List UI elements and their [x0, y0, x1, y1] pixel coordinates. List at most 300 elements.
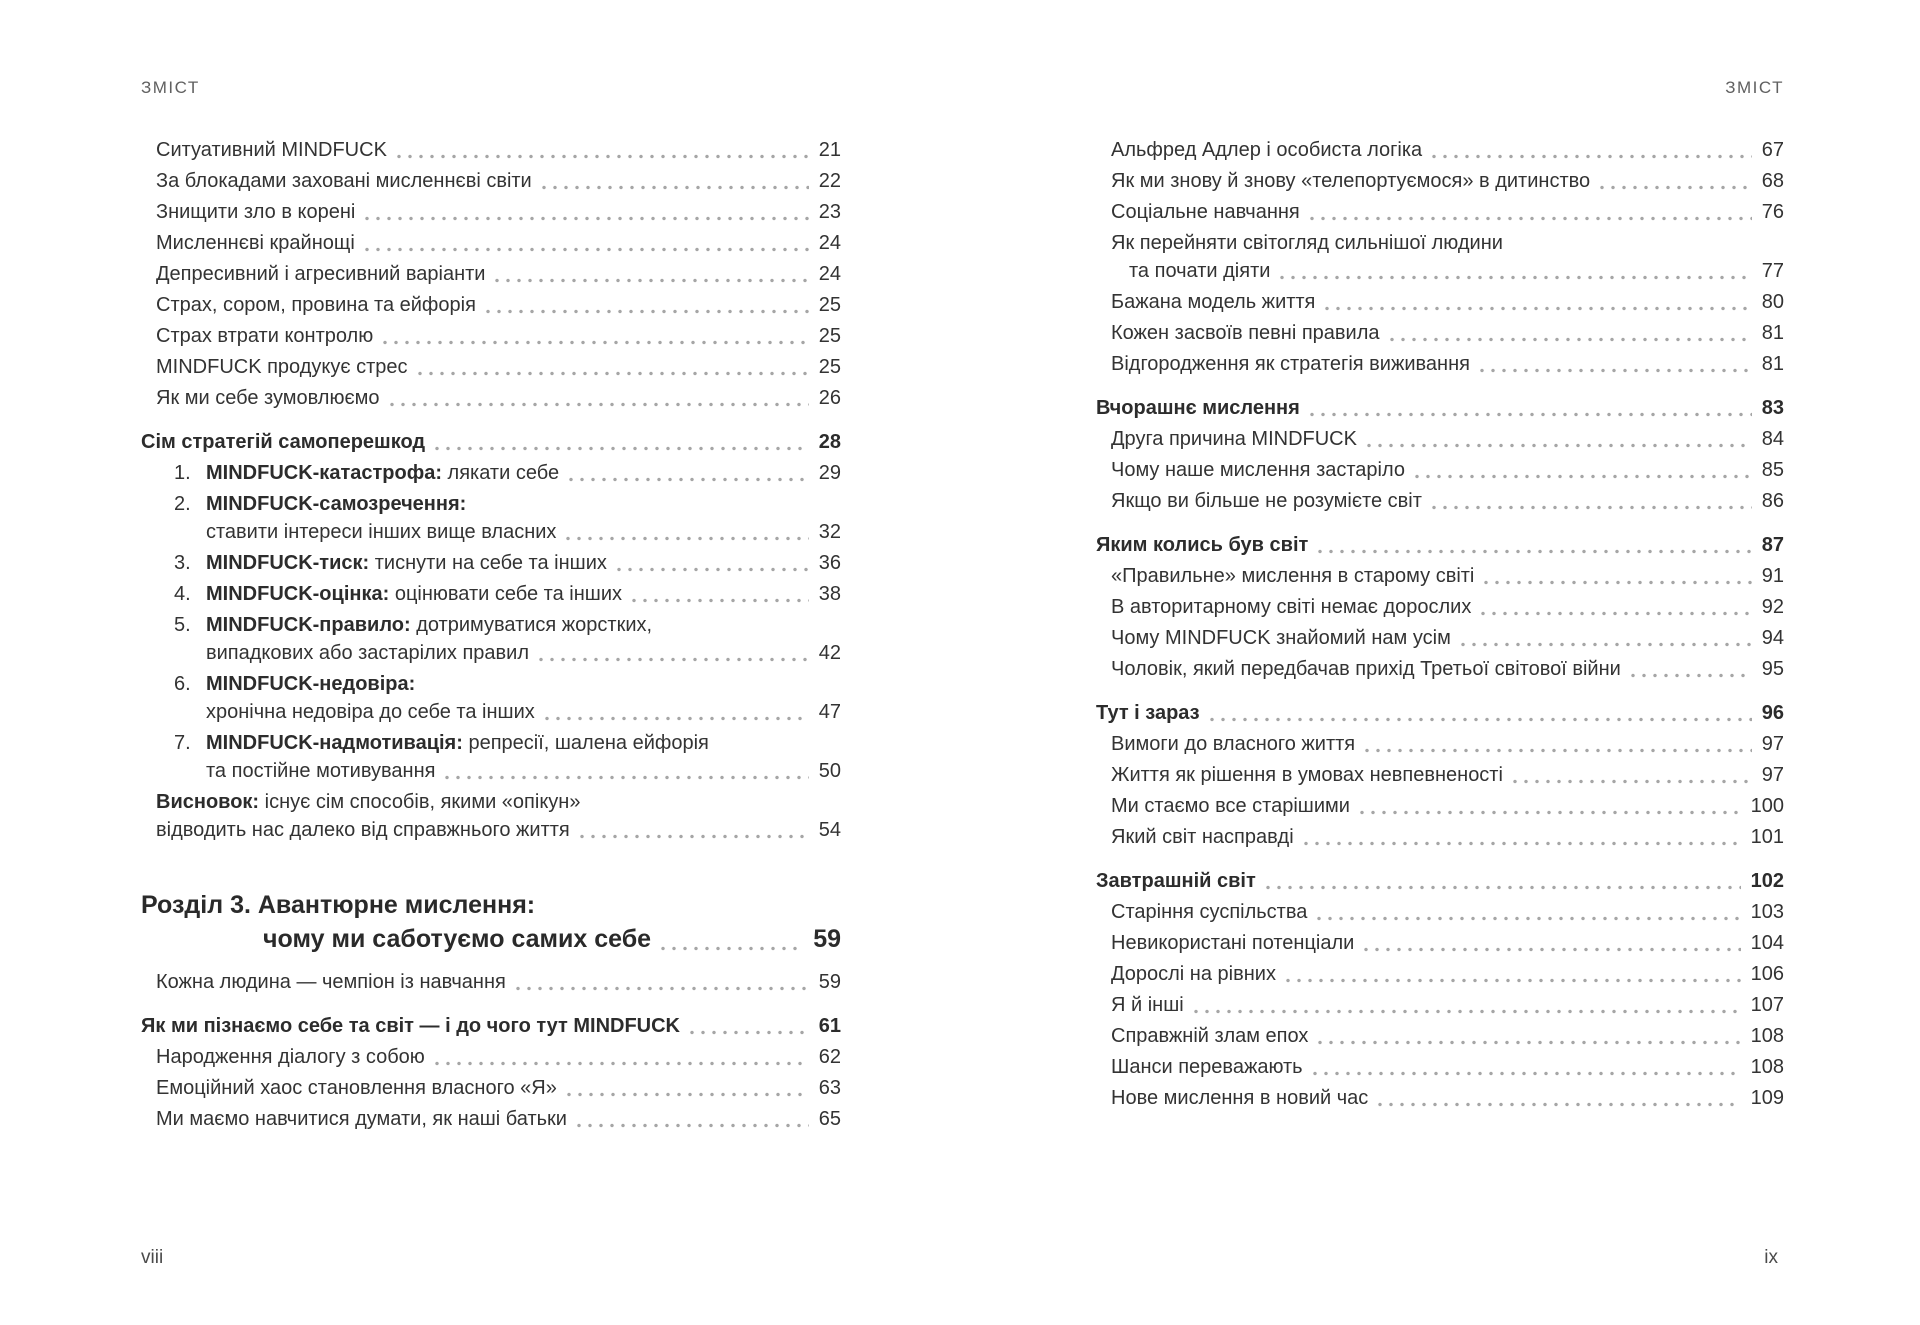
toc-entry	[141, 968, 841, 996]
toc-entry	[141, 291, 841, 319]
entry-text: чому ми саботуємо самих себе	[263, 925, 652, 953]
entry-text-bold: MINDFUCK-недовіра:	[206, 673, 416, 695]
entry-page-number: 59	[818, 971, 841, 993]
entry-number: 6.	[174, 673, 191, 695]
toc-entry-line	[1111, 198, 1784, 226]
dot-leader	[1432, 505, 1752, 510]
entry-text: Альфред Адлер і особиста логіка	[1111, 139, 1423, 161]
entry-text: випадкових або застарілих правил	[206, 642, 529, 664]
dot-leader	[1304, 841, 1741, 846]
toc-entry	[141, 670, 841, 726]
toc-entry	[141, 459, 841, 487]
toc-entry-line	[156, 167, 841, 195]
toc-entry	[1096, 1053, 1784, 1081]
dot-leader	[1318, 549, 1751, 554]
dot-leader	[495, 278, 808, 283]
entry-page-number: 87	[1761, 534, 1784, 556]
toc-entry	[1096, 167, 1784, 195]
entry-text: Страх, сором, провина та ейфорія	[156, 294, 476, 316]
dot-leader	[617, 567, 809, 572]
dot-leader	[383, 340, 809, 345]
dot-leader	[1310, 412, 1752, 417]
running-head-right: ЗМІСТ	[1725, 78, 1784, 97]
dot-leader	[1318, 1040, 1740, 1045]
entry-page-number: 97	[1761, 764, 1784, 786]
running-head-left: ЗМІСТ	[141, 78, 200, 97]
dot-leader	[1631, 673, 1752, 678]
entry-text: Чому наше мислення застаріло	[1111, 459, 1406, 481]
toc-entry	[141, 549, 841, 577]
dot-leader	[580, 834, 809, 839]
toc-entry	[1096, 960, 1784, 988]
dot-leader	[1513, 779, 1752, 784]
toc-entry	[1096, 1084, 1784, 1112]
toc-entry-line	[156, 198, 841, 226]
dot-leader	[1325, 306, 1751, 311]
entry-page-number: 101	[1750, 826, 1784, 848]
entry-page-number: 68	[1761, 170, 1784, 192]
toc-entry-line	[1096, 394, 1784, 422]
entry-text: Кожен засвоїв певні правила	[1111, 322, 1380, 344]
entry-text: Емоційний хаос становлення власного «Я»	[156, 1077, 557, 1099]
dot-leader	[435, 446, 809, 451]
toc-entry-line	[156, 1105, 841, 1133]
toc-entry	[1096, 319, 1784, 347]
entry-text: Соціальне навчання	[1111, 201, 1300, 223]
entry-page-number: 24	[818, 232, 841, 254]
entry-page-number: 84	[1761, 428, 1784, 450]
entry-text: Старіння суспільства	[1111, 901, 1308, 923]
entry-text: Депресивний і агресивний варіанти	[156, 263, 486, 285]
entry-text: Страх втрати контролю	[156, 325, 374, 347]
entry-page-number: 61	[818, 1015, 841, 1037]
toc-entry	[141, 229, 841, 257]
toc-entry-line	[1111, 487, 1784, 515]
dot-leader	[1600, 185, 1752, 190]
toc-entry-line	[156, 1074, 841, 1102]
dot-leader	[1378, 1102, 1740, 1107]
entry-page-number: 97	[1761, 733, 1784, 755]
entry-page-number: 21	[818, 139, 841, 161]
entry-page-number: 104	[1750, 932, 1784, 954]
entry-page-number: 24	[818, 263, 841, 285]
dot-leader	[365, 216, 808, 221]
entry-page-number: 81	[1761, 353, 1784, 375]
toc-entry-line	[174, 611, 841, 639]
toc-entry	[141, 1074, 841, 1102]
dot-leader	[445, 775, 808, 780]
dot-leader	[1481, 611, 1751, 616]
toc-entry-line	[174, 490, 841, 518]
toc-entry	[141, 580, 841, 608]
toc-entry	[1096, 1022, 1784, 1050]
entry-page-number: 65	[818, 1108, 841, 1130]
entry-page-number: 32	[818, 521, 841, 543]
entry-page-number: 42	[818, 642, 841, 664]
dot-leader	[397, 154, 809, 159]
entry-page-number: 96	[1761, 702, 1784, 724]
entry-text: хронічна недовіра до себе та інших	[206, 701, 535, 723]
entry-page-number: 106	[1750, 963, 1784, 985]
entry-text: Бажана модель життя	[1111, 291, 1316, 313]
dot-leader	[1286, 978, 1741, 983]
toc-entry	[141, 788, 841, 844]
toc-entry-line	[156, 260, 841, 288]
toc-entry	[1096, 562, 1784, 590]
entry-page-number: 62	[818, 1046, 841, 1068]
toc-entry	[1096, 593, 1784, 621]
entry-text-bold: MINDFUCK-самозречення:	[206, 493, 467, 515]
toc-entry-line	[156, 291, 841, 319]
toc-entries-right	[1096, 136, 1784, 1112]
toc-entry-line	[1111, 1053, 1784, 1081]
dot-leader	[418, 371, 809, 376]
entry-text: Як ми знову й знову «телепортуємося» в дитинство	[1111, 170, 1591, 192]
entry-page-number: 50	[818, 760, 841, 782]
entry-number: 4.	[174, 583, 191, 605]
entry-text: Дорослі на рівних	[1111, 963, 1276, 985]
entry-page-number: 91	[1761, 565, 1784, 587]
toc-entry-line	[141, 428, 841, 456]
entry-text-bold: MINDFUCK-правило:	[206, 614, 411, 636]
toc-entry	[1096, 991, 1784, 1019]
entry-page-number: 77	[1761, 260, 1784, 282]
entry-text: Завтрашній світ	[1096, 870, 1256, 892]
entry-page-number: 54	[818, 819, 841, 841]
entry-text: За блокадами заховані мисленнєві світи	[156, 170, 532, 192]
folio-left: viii	[141, 1247, 164, 1268]
toc-entry-line	[156, 788, 841, 816]
toc-entry-line	[1111, 257, 1784, 285]
toc-entry-line	[141, 888, 841, 922]
toc-entry	[1096, 929, 1784, 957]
toc-entry	[1096, 487, 1784, 515]
dot-leader	[390, 402, 809, 407]
entry-page-number: 36	[818, 552, 841, 574]
entry-page-number: 38	[818, 583, 841, 605]
dot-leader	[1365, 748, 1752, 753]
entry-text: Ситуативний MINDFUCK	[156, 139, 387, 161]
toc-entry-line	[1111, 456, 1784, 484]
dot-leader	[1390, 337, 1752, 342]
entry-page-number: 47	[818, 701, 841, 723]
toc-entry	[1096, 730, 1784, 758]
entry-text: Мисленнєві крайнощі	[156, 232, 355, 254]
entry-number: 7.	[174, 732, 191, 754]
entry-page-number: 107	[1750, 994, 1784, 1016]
toc-entry-line	[1111, 823, 1784, 851]
entry-text: Нове мислення в новий час	[1111, 1087, 1369, 1109]
toc-entry-line	[1111, 991, 1784, 1019]
entry-text: Як перейняти світогляд сильнішої людини	[1111, 232, 1503, 254]
dot-leader	[1266, 885, 1741, 890]
toc-entry-line	[174, 639, 841, 667]
entry-page-number: 76	[1761, 201, 1784, 223]
toc-entry	[141, 384, 841, 412]
toc-entry	[141, 888, 841, 956]
entry-text: Відгородження як стратегія виживання	[1111, 353, 1470, 375]
dot-leader	[661, 946, 803, 951]
entry-text: Яким колись був світ	[1096, 534, 1309, 556]
entry-text: Друга причина MINDFUCK	[1111, 428, 1357, 450]
entry-text: та почати діяти	[1129, 260, 1271, 282]
entry-page-number: 108	[1750, 1056, 1784, 1078]
entry-page-number: 83	[1761, 397, 1784, 419]
entry-number: 2.	[174, 493, 191, 515]
toc-entry-line	[174, 518, 841, 546]
toc-entry	[141, 260, 841, 288]
toc-entry	[141, 1105, 841, 1133]
entry-page-number: 25	[818, 294, 841, 316]
dot-leader	[1313, 1071, 1741, 1076]
toc-entry-line	[156, 136, 841, 164]
toc-entry	[141, 428, 841, 456]
toc-entry	[141, 136, 841, 164]
entry-text: Знищити зло в корені	[156, 201, 356, 223]
dot-leader	[1210, 717, 1752, 722]
entry-page-number: 103	[1750, 901, 1784, 923]
entry-text: репресії, шалена ейфорія	[462, 732, 709, 754]
dot-leader	[365, 247, 809, 252]
toc-entry-line	[1111, 319, 1784, 347]
toc-entry	[141, 611, 841, 667]
entry-page-number: 81	[1761, 322, 1784, 344]
entry-text: оцінювати себе та інших	[389, 583, 622, 605]
dot-leader	[1367, 443, 1752, 448]
toc-entry-line	[156, 322, 841, 350]
toc-entry	[141, 322, 841, 350]
dot-leader	[516, 986, 809, 991]
dot-leader	[1364, 947, 1740, 952]
toc-entry-line	[141, 922, 841, 956]
toc-entry	[1096, 229, 1784, 285]
toc-entry	[1096, 198, 1784, 226]
entry-text: Тут і зараз	[1096, 702, 1200, 724]
folio-right: ix	[1764, 1247, 1778, 1268]
entry-page-number: 86	[1761, 490, 1784, 512]
toc-entry-line	[1096, 531, 1784, 559]
entry-page-number: 22	[818, 170, 841, 192]
dot-leader	[577, 1123, 809, 1128]
entry-page-number: 59	[813, 925, 841, 953]
toc-page-right	[1096, 78, 1784, 1269]
toc-entry-line	[1111, 167, 1784, 195]
entry-page-number: 26	[818, 387, 841, 409]
entry-text: Народження діалогу з собою	[156, 1046, 425, 1068]
entry-text: Кожна людина — чемпіон із навчання	[156, 971, 506, 993]
entry-text-bold: MINDFUCK-тиск:	[206, 552, 370, 574]
toc-entry	[141, 1043, 841, 1071]
toc-entry-line	[1111, 898, 1784, 926]
toc-entry-line	[1111, 655, 1784, 683]
toc-entry-line	[1111, 792, 1784, 820]
toc-entry-line	[1111, 288, 1784, 316]
toc-entry-line	[174, 549, 841, 577]
toc-entry-line	[174, 698, 841, 726]
entry-text: Я й інші	[1111, 994, 1184, 1016]
toc-entry	[141, 167, 841, 195]
toc-entry-line	[174, 757, 841, 785]
entry-page-number: 23	[818, 201, 841, 223]
entry-text: Невикористані потенціали	[1111, 932, 1355, 954]
entry-page-number: 95	[1761, 658, 1784, 680]
dot-leader	[1461, 642, 1752, 647]
entry-text: Життя як рішення в умовах невпевненості	[1111, 764, 1503, 786]
toc-entry	[1096, 531, 1784, 559]
toc-entry-line	[174, 580, 841, 608]
entry-page-number: 109	[1750, 1087, 1784, 1109]
entry-text: Якщо ви більше не розумієте світ	[1111, 490, 1422, 512]
toc-entry-line	[1111, 350, 1784, 378]
entry-page-number: 28	[818, 431, 841, 453]
toc-entry	[1096, 867, 1784, 895]
dot-leader	[566, 536, 808, 541]
entry-text: Сім стратегій самоперешкод	[141, 431, 426, 453]
toc-entry-line	[141, 1012, 841, 1040]
toc-entry-line	[1111, 593, 1784, 621]
toc-entry-line	[1096, 867, 1784, 895]
entry-text: відводить нас далеко від справжнього життя	[156, 819, 570, 841]
dot-leader	[1194, 1009, 1741, 1014]
entry-page-number: 102	[1750, 870, 1784, 892]
entry-text: ставити інтереси інших вище власних	[206, 521, 557, 543]
toc-entry	[1096, 394, 1784, 422]
toc-entry-line	[1111, 761, 1784, 789]
entry-text: існує сім способів, якими «опікун»	[259, 791, 581, 813]
entry-text-bold: MINDFUCK-катастрофа:	[206, 462, 442, 484]
dot-leader	[690, 1030, 809, 1035]
toc-entry-line	[1111, 425, 1784, 453]
toc-entry-line	[174, 459, 841, 487]
entry-number: 3.	[174, 552, 191, 574]
toc-entry	[1096, 823, 1784, 851]
dot-leader	[542, 185, 809, 190]
dot-leader	[569, 477, 809, 482]
entry-text: лякати себе	[442, 462, 560, 484]
entry-text: «Правильне» мислення в старому світі	[1111, 565, 1475, 587]
entry-text-bold: MINDFUCK-оцінка:	[206, 583, 390, 605]
dot-leader	[1317, 916, 1740, 921]
entry-text: Як ми пізнаємо себе та світ — і до чого тут MINDFUCK	[141, 1015, 681, 1037]
entry-number: 1.	[174, 462, 191, 484]
toc-entry-line	[156, 1043, 841, 1071]
toc-entry	[1096, 425, 1784, 453]
entry-page-number: 63	[818, 1077, 841, 1099]
toc-entry-line	[1111, 960, 1784, 988]
toc-entry	[1096, 624, 1784, 652]
entry-text: Ми маємо навчитися думати, як наші батьки	[156, 1108, 567, 1130]
toc-entry	[1096, 350, 1784, 378]
entry-number: 5.	[174, 614, 191, 636]
entry-page-number: 29	[818, 462, 841, 484]
toc-page-left	[141, 78, 841, 1269]
entry-text: Вимоги до власного життя	[1111, 733, 1356, 755]
entry-page-number: 108	[1750, 1025, 1784, 1047]
entry-text: дотримуватися жорстких,	[410, 614, 653, 636]
toc-entry	[1096, 898, 1784, 926]
entry-text: Який світ насправді	[1111, 826, 1294, 848]
toc-entry	[141, 353, 841, 381]
entry-text: Чому MINDFUCK знайомий нам усім	[1111, 627, 1451, 649]
toc-entry	[141, 490, 841, 546]
toc-entry	[1096, 699, 1784, 727]
dot-leader	[567, 1092, 809, 1097]
toc-entry-line	[1111, 562, 1784, 590]
dot-leader	[1280, 275, 1751, 280]
toc-entry	[1096, 761, 1784, 789]
toc-entries-left	[141, 136, 841, 1133]
toc-entry-line	[156, 816, 841, 844]
entry-text: MINDFUCK продукує стрес	[156, 356, 408, 378]
toc-entry	[1096, 792, 1784, 820]
toc-entry	[1096, 456, 1784, 484]
toc-entry-line	[1111, 136, 1784, 164]
toc-entry	[141, 198, 841, 226]
entry-text: В авторитарному світі немає дорослих	[1111, 596, 1472, 618]
toc-entry-line	[1111, 229, 1784, 257]
toc-entry-line	[174, 670, 841, 698]
entry-text: та постійне мотивування	[206, 760, 436, 782]
toc-entry	[1096, 288, 1784, 316]
toc-entry-line	[1111, 1084, 1784, 1112]
toc-entry-line	[156, 353, 841, 381]
entry-page-number: 25	[818, 325, 841, 347]
toc-entry-line	[174, 729, 841, 757]
entry-text: тиснути на себе та інших	[369, 552, 607, 574]
dot-leader	[1310, 216, 1752, 221]
dot-leader	[1484, 580, 1751, 585]
entry-text: Чоловік, який передбачав прихід Третьої світової війни	[1111, 658, 1621, 680]
toc-entry-line	[1111, 929, 1784, 957]
toc-entry-line	[156, 384, 841, 412]
toc-entry	[1096, 655, 1784, 683]
entry-text: Як ми себе зумовлюємо	[156, 387, 380, 409]
entry-page-number: 67	[1761, 139, 1784, 161]
dot-leader	[486, 309, 809, 314]
dot-leader	[1360, 810, 1741, 815]
toc-entry-line	[1111, 624, 1784, 652]
entry-text: Шанси переважають	[1111, 1056, 1303, 1078]
entry-page-number: 100	[1750, 795, 1784, 817]
dot-leader	[435, 1061, 809, 1066]
toc-entry-line	[1111, 1022, 1784, 1050]
entry-page-number: 25	[818, 356, 841, 378]
entry-page-number: 94	[1761, 627, 1784, 649]
entry-text-bold: MINDFUCK-надмотивація:	[206, 732, 463, 754]
dot-leader	[539, 657, 809, 662]
toc-entry-line	[156, 229, 841, 257]
entry-page-number: 80	[1761, 291, 1784, 313]
dot-leader	[632, 598, 809, 603]
toc-entry	[141, 1012, 841, 1040]
dot-leader	[1480, 368, 1752, 373]
dot-leader	[1415, 474, 1752, 479]
dot-leader	[1432, 154, 1752, 159]
entry-text: Ми стаємо все старішими	[1111, 795, 1350, 817]
entry-text-bold: Висновок:	[156, 791, 260, 813]
toc-entry-line	[156, 968, 841, 996]
toc-entry-line	[1096, 699, 1784, 727]
entry-page-number: 92	[1761, 596, 1784, 618]
dot-leader	[545, 716, 809, 721]
entry-text: Справжній злам епох	[1111, 1025, 1309, 1047]
entry-text: Вчорашнє мислення	[1096, 397, 1300, 419]
entry-page-number: 85	[1761, 459, 1784, 481]
toc-entry	[141, 729, 841, 785]
entry-text: Розділ 3. Авантюрне мислення:	[141, 891, 536, 919]
toc-entry-line	[1111, 730, 1784, 758]
toc-entry	[1096, 136, 1784, 164]
